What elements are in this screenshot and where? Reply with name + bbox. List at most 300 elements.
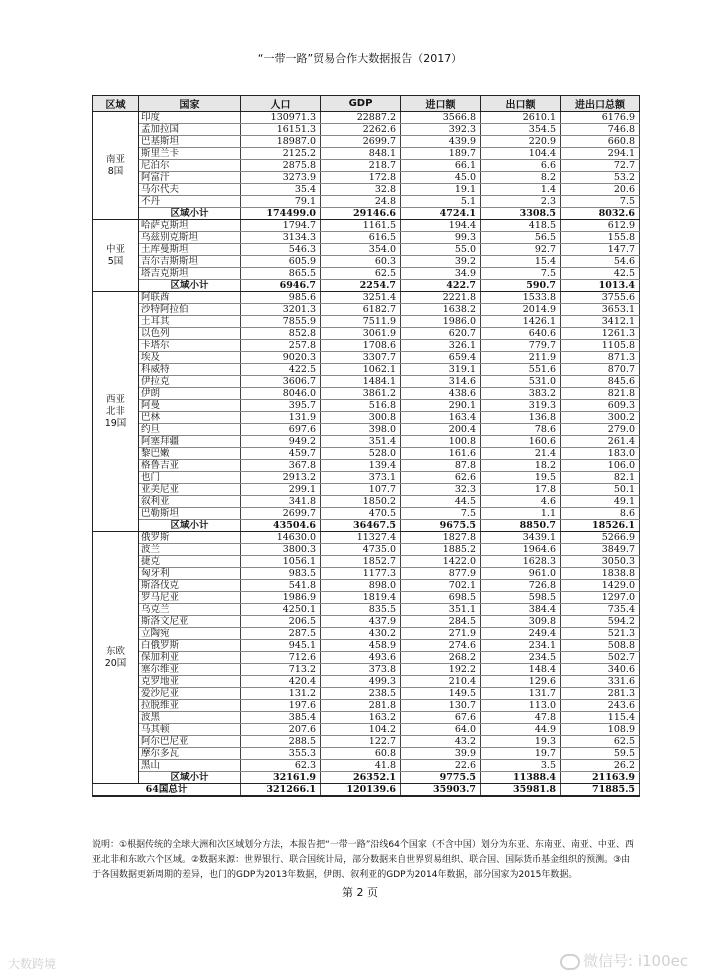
- table-row: [93, 412, 640, 424]
- table-row: [93, 688, 640, 700]
- table-cell: 287.5: [241, 628, 321, 640]
- table-cell: 746.8: [561, 124, 640, 136]
- column-header: 人口: [241, 96, 321, 112]
- table-cell: 713.2: [241, 664, 321, 676]
- table-row: [93, 616, 640, 628]
- table-cell: 21.4: [481, 448, 561, 460]
- country-name: 印度: [139, 112, 241, 124]
- watermark-left-text: 大数跨境: [8, 957, 57, 971]
- watermark-right-text: 微信号: i100ec: [583, 952, 689, 970]
- country-name: 土库曼斯坦: [139, 244, 241, 256]
- table-body: [93, 112, 640, 797]
- table-row: [93, 244, 640, 256]
- table-cell: 160.6: [481, 436, 561, 448]
- table-cell: 1177.3: [321, 568, 401, 580]
- table-row: [93, 472, 640, 484]
- table-row: [93, 400, 640, 412]
- table-cell: 19.5: [481, 472, 561, 484]
- table-cell: 279.0: [561, 424, 640, 436]
- table-cell: 9020.3: [241, 352, 321, 364]
- table-cell: 4735.0: [321, 544, 401, 556]
- subtotal-row: [93, 280, 640, 292]
- table-cell: 373.8: [321, 664, 401, 676]
- table-cell: 2014.9: [481, 304, 561, 316]
- table-row: [93, 304, 640, 316]
- table-row: [93, 184, 640, 196]
- country-name: 亚美尼亚: [139, 484, 241, 496]
- table-cell: 3061.9: [321, 328, 401, 340]
- table-cell: 2254.7: [321, 280, 401, 292]
- table-cell: 163.2: [321, 712, 401, 724]
- table-cell: 234.5: [481, 652, 561, 664]
- table-cell: 6946.7: [241, 280, 321, 292]
- table-cell: 398.0: [321, 424, 401, 436]
- table-cell: 130.7: [401, 700, 481, 712]
- table-row: [93, 268, 640, 280]
- table-row: [93, 424, 640, 436]
- table-cell: 3134.3: [241, 232, 321, 244]
- table-cell: 15.4: [481, 256, 561, 268]
- table-cell: 29146.6: [321, 208, 401, 220]
- subtotal-row: [93, 520, 640, 532]
- country-name: 哈萨克斯坦: [139, 220, 241, 232]
- table-cell: 268.2: [401, 652, 481, 664]
- table-row: [93, 700, 640, 712]
- table-cell: 299.1: [241, 484, 321, 496]
- country-name: 伊朗: [139, 388, 241, 400]
- table-cell: 5266.9: [561, 532, 640, 544]
- table-cell: 11388.4: [481, 772, 561, 784]
- country-name: 乌兹别克斯坦: [139, 232, 241, 244]
- table-cell: 18526.1: [561, 520, 640, 532]
- table-cell: 200.4: [401, 424, 481, 436]
- country-name: 巴基斯坦: [139, 136, 241, 148]
- table-cell: 50.1: [561, 484, 640, 496]
- table-cell: 41.8: [321, 760, 401, 772]
- table-cell: 2699.7: [241, 508, 321, 520]
- table-cell: 309.8: [481, 616, 561, 628]
- table-cell: 848.1: [321, 148, 401, 160]
- table-cell: 331.6: [561, 676, 640, 688]
- table-cell: 3755.6: [561, 292, 640, 304]
- table-cell: 39.2: [401, 256, 481, 268]
- table-cell: 172.8: [321, 172, 401, 184]
- table-cell: 139.4: [321, 460, 401, 472]
- table-cell: 660.8: [561, 136, 640, 148]
- table-row: [93, 628, 640, 640]
- table-cell: 319.3: [481, 400, 561, 412]
- notes: 说明：①根据传统的全球大洲和次区域划分方法，本报告把“一带一路”沿线64个国家（不含中国）划分为东亚、东南亚、南亚、中亚、西亚北非和东欧六个区域。②数据来源：世界银行、联合国统计局，部分数据来自世界贸易组织、联合国、国际货币基金组织的预测。③由于各国数据更新周期的差异，也门的GDP为2013年数据，伊朗、叙利亚的GDP为2014年数据，部分国家为2015年数据。: [92, 840, 634, 880]
- table-cell: 1628.3: [481, 556, 561, 568]
- watermark-left: [8, 955, 56, 972]
- table-cell: 985.6: [241, 292, 321, 304]
- table-cell: 108.9: [561, 724, 640, 736]
- table-cell: 131.9: [241, 412, 321, 424]
- country-name: 以色列: [139, 328, 241, 340]
- table-cell: 437.9: [321, 616, 401, 628]
- table-cell: 3.5: [481, 760, 561, 772]
- table-cell: 531.0: [481, 376, 561, 388]
- table-cell: 271.9: [401, 628, 481, 640]
- table-cell: 865.5: [241, 268, 321, 280]
- table-cell: 659.4: [401, 352, 481, 364]
- country-name: 拉脱维亚: [139, 700, 241, 712]
- region-label: 西亚 北非 19国: [93, 292, 139, 532]
- table-cell: 120139.6: [321, 784, 401, 797]
- table-cell: 99.3: [401, 232, 481, 244]
- table-row: [93, 316, 640, 328]
- table-row: [93, 580, 640, 592]
- table-cell: 459.7: [241, 448, 321, 460]
- table-cell: 211.9: [481, 352, 561, 364]
- table-cell: 1422.0: [401, 556, 481, 568]
- table-cell: 9675.5: [401, 520, 481, 532]
- table-cell: 8032.6: [561, 208, 640, 220]
- table-cell: 148.4: [481, 664, 561, 676]
- country-name: 吉尔吉斯斯坦: [139, 256, 241, 268]
- table-cell: 19.7: [481, 748, 561, 760]
- table-cell: 32161.9: [241, 772, 321, 784]
- table-cell: 1964.6: [481, 544, 561, 556]
- table-cell: 430.2: [321, 628, 401, 640]
- table-cell: 354.5: [481, 124, 561, 136]
- table-cell: 871.3: [561, 352, 640, 364]
- table-row: [93, 160, 640, 172]
- table-cell: 17.8: [481, 484, 561, 496]
- table-cell: 1533.8: [481, 292, 561, 304]
- table-cell: 7855.9: [241, 316, 321, 328]
- table-cell: 392.3: [401, 124, 481, 136]
- table-cell: 7.5: [401, 508, 481, 520]
- table-cell: 354.0: [321, 244, 401, 256]
- table-row: [93, 556, 640, 568]
- country-name: 不丹: [139, 196, 241, 208]
- country-name: 阿曼: [139, 400, 241, 412]
- table-row: [93, 448, 640, 460]
- table-cell: 697.6: [241, 424, 321, 436]
- table-cell: 493.6: [321, 652, 401, 664]
- table-cell: 3412.1: [561, 316, 640, 328]
- table-cell: 2262.6: [321, 124, 401, 136]
- table-cell: 1.1: [481, 508, 561, 520]
- table-cell: 129.6: [481, 676, 561, 688]
- country-name: 埃及: [139, 352, 241, 364]
- table-cell: 373.1: [321, 472, 401, 484]
- country-name: 尼泊尔: [139, 160, 241, 172]
- table-cell: 183.0: [561, 448, 640, 460]
- table-cell: 35981.8: [481, 784, 561, 797]
- table-cell: 609.3: [561, 400, 640, 412]
- table-cell: 47.8: [481, 712, 561, 724]
- table-cell: 1986.0: [401, 316, 481, 328]
- table-cell: 3653.1: [561, 304, 640, 316]
- table-cell: 14630.0: [241, 532, 321, 544]
- table-cell: 39.9: [401, 748, 481, 760]
- table-cell: 234.1: [481, 640, 561, 652]
- table-cell: 1708.6: [321, 340, 401, 352]
- table-cell: 163.4: [401, 412, 481, 424]
- page-header: “一带一路”贸易合作大数据报告（2017）: [257, 52, 463, 65]
- table-cell: 197.6: [241, 700, 321, 712]
- table-row: [93, 148, 640, 160]
- table-cell: 1827.8: [401, 532, 481, 544]
- column-header: 进出口总额: [561, 96, 640, 112]
- country-name: 匈牙利: [139, 568, 241, 580]
- table-cell: 3050.3: [561, 556, 640, 568]
- table-cell: 2875.8: [241, 160, 321, 172]
- table-cell: 528.0: [321, 448, 401, 460]
- table-cell: 4.6: [481, 496, 561, 508]
- table-cell: 82.1: [561, 472, 640, 484]
- table-cell: 698.5: [401, 592, 481, 604]
- table-cell: 9775.5: [401, 772, 481, 784]
- table-cell: 2913.2: [241, 472, 321, 484]
- table-cell: 34.9: [401, 268, 481, 280]
- table-cell: 64.0: [401, 724, 481, 736]
- table-row: [93, 532, 640, 544]
- table-cell: 314.6: [401, 376, 481, 388]
- table-cell: 502.7: [561, 652, 640, 664]
- table-cell: 43.2: [401, 736, 481, 748]
- table-cell: 422.7: [401, 280, 481, 292]
- country-name: 科威特: [139, 364, 241, 376]
- table-cell: 1062.1: [321, 364, 401, 376]
- table-cell: 60.3: [321, 256, 401, 268]
- table-row: [93, 340, 640, 352]
- country-name: 黎巴嫩: [139, 448, 241, 460]
- table-cell: 300.2: [561, 412, 640, 424]
- table-cell: 3566.8: [401, 112, 481, 124]
- table-cell: 420.4: [241, 676, 321, 688]
- country-name: 阿塞拜疆: [139, 436, 241, 448]
- table-cell: 281.3: [561, 688, 640, 700]
- region-label: 中亚 5国: [93, 220, 139, 292]
- table-row: [93, 652, 640, 664]
- table-cell: 2699.7: [321, 136, 401, 148]
- table-cell: 192.2: [401, 664, 481, 676]
- table-cell: 1986.9: [241, 592, 321, 604]
- table-cell: 300.8: [321, 412, 401, 424]
- table-cell: 870.7: [561, 364, 640, 376]
- table-cell: 340.6: [561, 664, 640, 676]
- country-name: 卡塔尔: [139, 340, 241, 352]
- table-cell: 516.8: [321, 400, 401, 412]
- table-cell: 53.2: [561, 172, 640, 184]
- table-cell: 620.7: [401, 328, 481, 340]
- table-cell: 8.2: [481, 172, 561, 184]
- table-cell: 194.4: [401, 220, 481, 232]
- table-cell: 726.8: [481, 580, 561, 592]
- table-cell: 220.9: [481, 136, 561, 148]
- table-cell: 24.8: [321, 196, 401, 208]
- table-row: [93, 748, 640, 760]
- table-cell: 835.5: [321, 604, 401, 616]
- table-cell: 1850.2: [321, 496, 401, 508]
- table-row: [93, 196, 640, 208]
- total-row: [93, 784, 640, 797]
- table-cell: 4250.1: [241, 604, 321, 616]
- table-cell: 3606.7: [241, 376, 321, 388]
- table-cell: 35903.7: [401, 784, 481, 797]
- table-cell: 877.9: [401, 568, 481, 580]
- table-row: [93, 604, 640, 616]
- country-name: 波兰: [139, 544, 241, 556]
- table-cell: 7.5: [481, 268, 561, 280]
- table-row: [93, 736, 640, 748]
- table-cell: 470.5: [321, 508, 401, 520]
- table-cell: 55.0: [401, 244, 481, 256]
- table-cell: 355.3: [241, 748, 321, 760]
- table-cell: 7.5: [561, 196, 640, 208]
- country-name: 伊拉克: [139, 376, 241, 388]
- table-cell: 261.4: [561, 436, 640, 448]
- table-cell: 351.1: [401, 604, 481, 616]
- table-row: [93, 496, 640, 508]
- country-name: 叙利亚: [139, 496, 241, 508]
- country-name: 爱沙尼亚: [139, 688, 241, 700]
- table-cell: 26.2: [561, 760, 640, 772]
- table-cell: 3307.7: [321, 352, 401, 364]
- table-cell: 1819.4: [321, 592, 401, 604]
- table-cell: 616.5: [321, 232, 401, 244]
- country-name: 俄罗斯: [139, 532, 241, 544]
- table-cell: 44.5: [401, 496, 481, 508]
- table-cell: 79.1: [241, 196, 321, 208]
- table-cell: 284.5: [401, 616, 481, 628]
- table-cell: 458.9: [321, 640, 401, 652]
- column-header: 出口额: [481, 96, 561, 112]
- table-row: [93, 124, 640, 136]
- country-name: 马其顿: [139, 724, 241, 736]
- table-cell: 1429.0: [561, 580, 640, 592]
- table-cell: 44.9: [481, 724, 561, 736]
- table-cell: 1852.7: [321, 556, 401, 568]
- table-row: [93, 220, 640, 232]
- table-cell: 898.0: [321, 580, 401, 592]
- table-cell: 106.0: [561, 460, 640, 472]
- table-cell: 104.2: [321, 724, 401, 736]
- table-cell: 1838.8: [561, 568, 640, 580]
- table-cell: 521.3: [561, 628, 640, 640]
- table-cell: 735.4: [561, 604, 640, 616]
- country-name: 乌克兰: [139, 604, 241, 616]
- table-row: [93, 592, 640, 604]
- table-cell: 122.7: [321, 736, 401, 748]
- table-cell: 32.3: [401, 484, 481, 496]
- table-cell: 22.6: [401, 760, 481, 772]
- table-cell: 35.4: [241, 184, 321, 196]
- country-name: 塞尔维亚: [139, 664, 241, 676]
- page-number: 第 2 页: [342, 886, 378, 899]
- table-cell: 7511.9: [321, 316, 401, 328]
- table-cell: 71885.5: [561, 784, 640, 797]
- table-row: [93, 292, 640, 304]
- table-cell: 16151.3: [241, 124, 321, 136]
- table-cell: 326.1: [401, 340, 481, 352]
- table-cell: 8850.7: [481, 520, 561, 532]
- table-cell: 19.3: [481, 736, 561, 748]
- country-name: 也门: [139, 472, 241, 484]
- table-cell: 67.6: [401, 712, 481, 724]
- table-cell: 5.1: [401, 196, 481, 208]
- table-row: [93, 484, 640, 496]
- table-cell: 321266.1: [241, 784, 321, 797]
- table-cell: 62.3: [241, 760, 321, 772]
- table-cell: 66.1: [401, 160, 481, 172]
- table-cell: 598.5: [481, 592, 561, 604]
- table-cell: 87.8: [401, 460, 481, 472]
- table-cell: 20.6: [561, 184, 640, 196]
- country-name: 沙特阿拉伯: [139, 304, 241, 316]
- table-row: [93, 460, 640, 472]
- country-name: 摩尔多瓦: [139, 748, 241, 760]
- country-name: 孟加拉国: [139, 124, 241, 136]
- country-name: 阿联酋: [139, 292, 241, 304]
- table-cell: 3439.1: [481, 532, 561, 544]
- table-cell: 3201.3: [241, 304, 321, 316]
- table-cell: 26352.1: [321, 772, 401, 784]
- table-cell: 189.7: [401, 148, 481, 160]
- table-cell: 852.8: [241, 328, 321, 340]
- table-cell: 1161.5: [321, 220, 401, 232]
- table-cell: 702.1: [401, 580, 481, 592]
- table-cell: 18.2: [481, 460, 561, 472]
- table-cell: 422.5: [241, 364, 321, 376]
- table-cell: 59.5: [561, 748, 640, 760]
- table-cell: 113.0: [481, 700, 561, 712]
- table-row: [93, 364, 640, 376]
- table-cell: 779.7: [481, 340, 561, 352]
- country-name: 波黑: [139, 712, 241, 724]
- table-row: [93, 256, 640, 268]
- table-cell: 206.5: [241, 616, 321, 628]
- table-row: [93, 568, 640, 580]
- table-cell: 210.4: [401, 676, 481, 688]
- table-cell: 395.7: [241, 400, 321, 412]
- table-cell: 8046.0: [241, 388, 321, 400]
- table-cell: 1638.2: [401, 304, 481, 316]
- table-cell: 78.6: [481, 424, 561, 436]
- country-name: 巴林: [139, 412, 241, 424]
- table-cell: 3273.9: [241, 172, 321, 184]
- table-cell: 56.5: [481, 232, 561, 244]
- column-header: 进口额: [401, 96, 481, 112]
- table-row: [93, 664, 640, 676]
- watermark-right: [560, 950, 688, 971]
- table-cell: 499.3: [321, 676, 401, 688]
- table-cell: 383.2: [481, 388, 561, 400]
- country-name: 罗马尼亚: [139, 592, 241, 604]
- table-cell: 6176.9: [561, 112, 640, 124]
- table-cell: 438.6: [401, 388, 481, 400]
- table-row: [93, 232, 640, 244]
- table-cell: 11327.4: [321, 532, 401, 544]
- table-cell: 92.7: [481, 244, 561, 256]
- column-header: 国家: [139, 96, 241, 112]
- table-cell: 18987.0: [241, 136, 321, 148]
- table-cell: 32.8: [321, 184, 401, 196]
- table-cell: 961.0: [481, 568, 561, 580]
- table-cell: 2125.2: [241, 148, 321, 160]
- table-cell: 2221.8: [401, 292, 481, 304]
- country-name: 约旦: [139, 424, 241, 436]
- country-name: 克罗地亚: [139, 676, 241, 688]
- table-cell: 22887.2: [321, 112, 401, 124]
- table-cell: 281.8: [321, 700, 401, 712]
- table-row: [93, 508, 640, 520]
- table-cell: 2610.1: [481, 112, 561, 124]
- table-row: [93, 388, 640, 400]
